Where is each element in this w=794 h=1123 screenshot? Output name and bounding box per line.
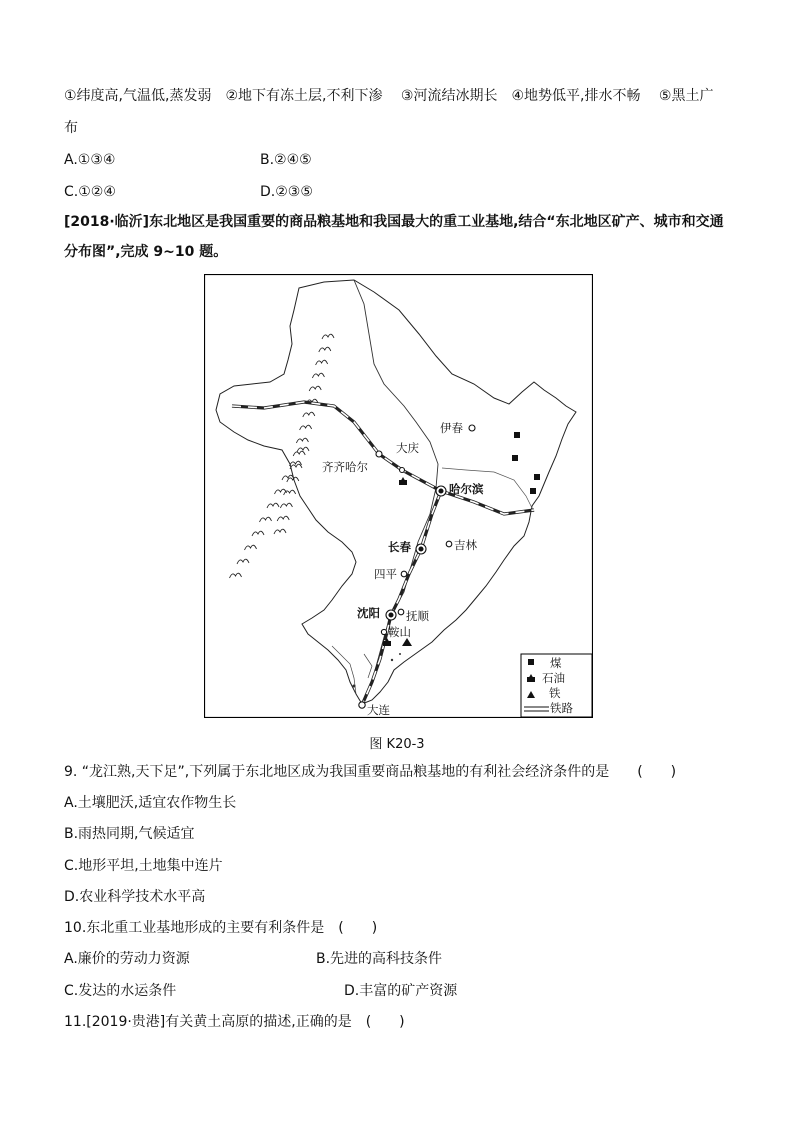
legend-coal-icon (528, 659, 534, 665)
q9-option-a: A.土壤肥沃,适宜农作物生长 (64, 795, 237, 811)
city-label-daqing: 大庆 (396, 441, 419, 455)
legend-railway-label: 铁路 (550, 701, 573, 715)
q9-stem: 9. “龙江熟,天下足”,下列属于东北地区成为我国重要商品粮基地的有利社会经济条件的是 ( ) (64, 764, 677, 780)
map-legend (521, 654, 592, 717)
city-label-jilin: 吉林 (454, 538, 477, 552)
q9-option-c: C.地形平坦,土地集中连片 (64, 858, 223, 874)
q10-option-b: B.先进的高科技条件 (316, 951, 443, 967)
q9-option-b: B.雨热同期,气候适宜 (64, 826, 195, 842)
q8-option-a: A.①③④ (64, 152, 116, 168)
legend-oil-label: 石油 (542, 671, 565, 685)
q8-option-b: B.②④⑤ (260, 152, 312, 168)
q8-stem-line2: 布 (64, 120, 78, 136)
intro-line2: 分布图”,完成 9~10 题。 (64, 244, 228, 260)
intro-line1: [2018·临沂]东北地区是我国重要的商品粮基地和我国最大的重工业基地,结合“东北地区矿产、城市和交通 (64, 214, 724, 230)
city-label-shenyang: 沈阳 (357, 606, 380, 620)
q10-option-d: D.丰富的矿产资源 (344, 983, 458, 999)
city-label-fushun: 抚顺 (406, 609, 429, 623)
city-label-dalian: 大连 (367, 703, 390, 717)
map-frame (205, 275, 593, 718)
q10-option-c: C.发达的水运条件 (64, 983, 177, 999)
city-label-anshan: 鞍山 (388, 625, 411, 639)
city-label-qiqihar: 齐齐哈尔 (322, 460, 368, 474)
q10-option-a: A.廉价的劳动力资源 (64, 951, 190, 967)
q8-stem-line1: ①纬度高,气温低,蒸发弱 ②地下有冻土层,不利下渗 ③河流结冰期长 ④地势低平,排水不畅 ⑤黑土广 (64, 88, 714, 104)
q10-stem: 10.东北重工业基地形成的主要有利条件是 ( ) (64, 920, 378, 936)
city-label-harbin: 哈尔滨 (449, 482, 484, 496)
legend-coal-label: 煤 (550, 656, 562, 670)
q9-option-d: D.农业科学技术水平高 (64, 889, 206, 905)
q8-option-c: C.①②④ (64, 184, 116, 200)
city-label-siping: 四平 (374, 567, 397, 581)
city-label-changchun: 长春 (388, 540, 411, 554)
q8-option-d: D.②③⑤ (260, 184, 313, 200)
northeast-map (204, 274, 593, 718)
city-label-yichun: 伊春 (440, 421, 463, 435)
map-caption: 图 K20-3 (369, 737, 425, 752)
q11-stem: 11.[2019·贵港]有关黄土高原的描述,正确的是 ( ) (64, 1014, 405, 1030)
legend-iron-label: 铁 (549, 686, 561, 700)
